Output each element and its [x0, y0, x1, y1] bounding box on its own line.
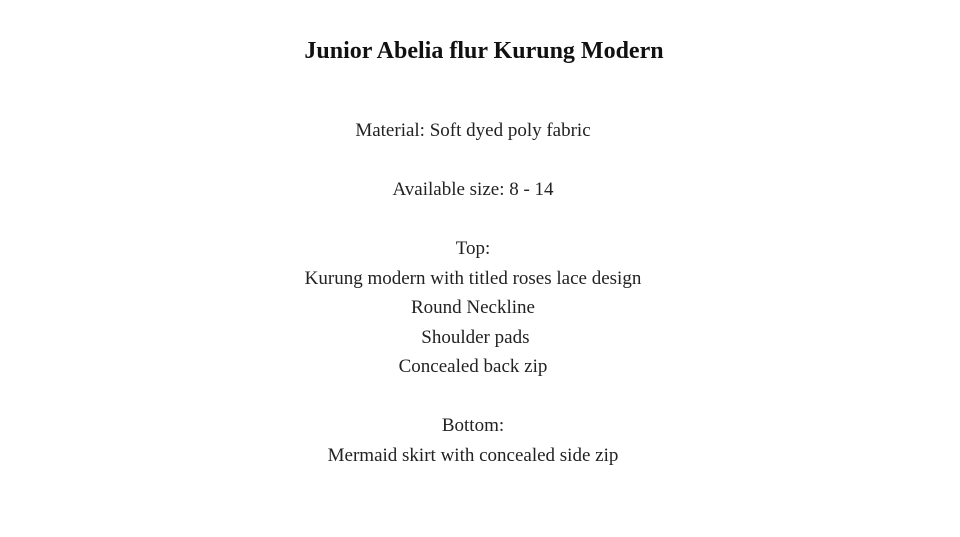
top-feature-item: Round Neckline — [410, 297, 535, 318]
product-title: Junior Abelia flur Kurung Modern — [304, 38, 664, 64]
top-heading: Top: — [455, 238, 491, 259]
spacer — [0, 382, 946, 412]
bottom-feature-item: Mermaid skirt with concealed side zip — [327, 444, 619, 466]
spacer — [0, 205, 946, 235]
top-feature-item: Shoulder pads — [416, 326, 530, 348]
available-sizes-text: Available size: 8 - 14 — [392, 179, 554, 200]
top-feature-item: Concealed back zip — [398, 356, 548, 377]
top-feature-item: Kurung modern with titled roses lace design — [304, 267, 642, 289]
product-description — [0, 116, 946, 470]
bottom-heading: Bottom: — [441, 415, 505, 436]
material-text: Material: Soft dyed poly fabric — [355, 120, 591, 141]
spacer — [0, 146, 946, 176]
